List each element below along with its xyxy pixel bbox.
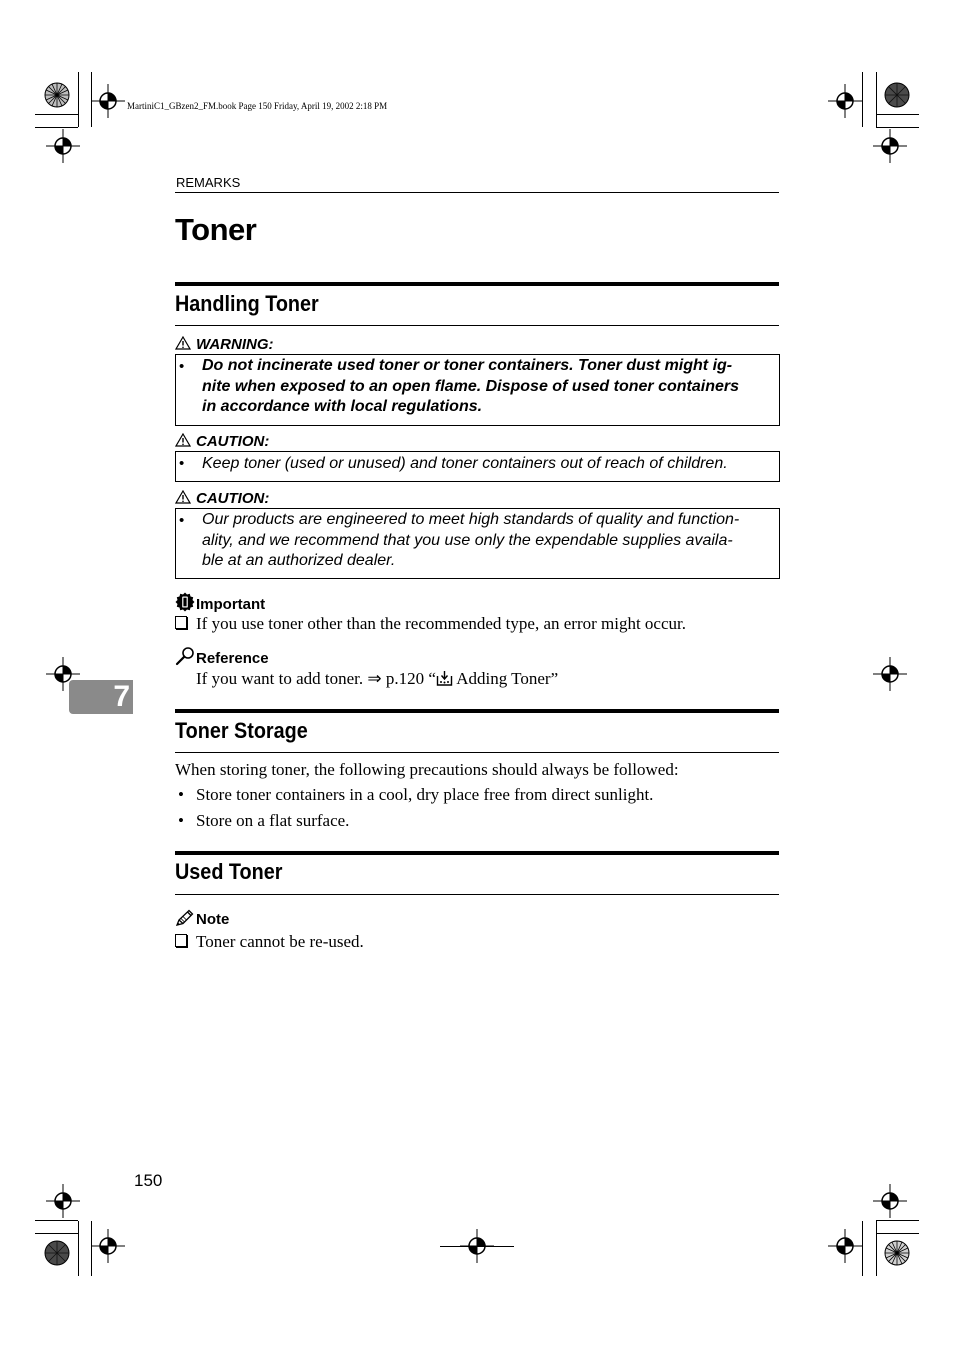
- crop-line: [862, 1221, 863, 1276]
- running-header: REMARKS: [176, 175, 241, 190]
- list-bullet: •: [178, 811, 184, 830]
- chapter-number: 7: [113, 680, 130, 713]
- chapter-tab: [69, 680, 133, 714]
- color-rosette-icon: [44, 82, 70, 108]
- crop-line: [35, 114, 78, 115]
- reference-heading: [175, 646, 269, 667]
- crop-line: [876, 114, 919, 115]
- registration-mark-icon: [46, 129, 80, 163]
- crop-line: [440, 1246, 514, 1247]
- color-rosette-icon: [884, 82, 910, 108]
- section-rule: [175, 752, 779, 753]
- important-item: [175, 614, 686, 634]
- caution-line: Our products are engineered to meet high standards of quality and function-: [202, 511, 740, 528]
- warning-line: in accordance with local regulations.: [202, 398, 483, 415]
- caution-box: [175, 451, 780, 482]
- section-title-handling: Handling Toner: [175, 291, 319, 316]
- bullet: •: [179, 455, 185, 472]
- section-rule: [175, 282, 779, 286]
- crop-line: [35, 1220, 78, 1221]
- caution-box: [175, 508, 780, 579]
- registration-mark-icon: [828, 1229, 862, 1263]
- reference-text: [196, 669, 558, 689]
- crop-line: [876, 127, 919, 128]
- page-title: Toner: [175, 212, 257, 247]
- crop-line: [876, 1221, 877, 1276]
- registration-mark-icon: [91, 84, 125, 118]
- caution-label: [175, 433, 269, 450]
- crop-line: [876, 72, 877, 127]
- registration-mark-icon: [46, 1184, 80, 1218]
- add-toner-icon: [436, 670, 453, 686]
- note-heading: [175, 909, 229, 928]
- caution-label: [175, 490, 269, 507]
- crop-line: [876, 1233, 919, 1234]
- crop-line: [35, 1233, 78, 1234]
- caution-text: [202, 510, 772, 572]
- warning-line: nite when exposed to an open flame. Dispose of used toner containers: [202, 377, 739, 395]
- crop-line: [862, 72, 863, 127]
- reference-text-before: If you want to add toner. ⇒ p.120 “: [196, 669, 436, 688]
- caution-label-text: CAUTION:: [196, 433, 270, 450]
- registration-mark-icon: [91, 1229, 125, 1263]
- caution-triangle-icon: [175, 433, 191, 447]
- warning-box: [175, 354, 780, 426]
- warning-label-text: WARNING:: [196, 336, 274, 353]
- list-bullet: •: [178, 785, 184, 804]
- crop-line: [35, 127, 78, 128]
- registration-mark-icon: [873, 1184, 907, 1218]
- warning-label: [175, 336, 274, 353]
- section-rule: [175, 851, 779, 855]
- registration-mark-icon: [873, 657, 907, 691]
- bullet: •: [179, 358, 185, 375]
- warning-line: Do not incinerate used toner or toner containers. Toner dust might ig-: [202, 357, 733, 374]
- color-rosette-icon: [44, 1240, 70, 1266]
- important-icon: [175, 592, 195, 612]
- caution-line: ble at an authorized dealer.: [202, 552, 396, 569]
- important-label: Important: [196, 596, 266, 613]
- list-item: Store on a flat surface.: [196, 811, 350, 830]
- crop-line: [78, 72, 79, 127]
- pencil-icon: [175, 909, 195, 927]
- checkbox-icon: [175, 616, 187, 629]
- note-label: Note: [196, 911, 230, 928]
- section-rule: [175, 325, 779, 326]
- checkbox-icon: [175, 934, 187, 947]
- caution-label-text: CAUTION:: [196, 490, 270, 507]
- section-title-used: Used Toner: [175, 859, 283, 884]
- book-info: MartiniC1_GBzen2_FM.book Page 150 Friday, April 19, 2002 2:18 PM: [127, 101, 388, 111]
- section-rule: [175, 894, 779, 895]
- bullet: •: [179, 512, 185, 529]
- list-item: Store toner containers in a cool, dry place free from direct sunlight.: [196, 785, 654, 804]
- warning-triangle-icon: [175, 336, 191, 350]
- magnifier-icon: [175, 646, 195, 666]
- important-heading: [175, 592, 265, 613]
- page-number: 150: [134, 1171, 163, 1190]
- important-text: If you use toner other than the recommended type, an error might occur.: [196, 614, 686, 633]
- registration-mark-icon: [828, 84, 862, 118]
- section-rule: [175, 709, 779, 713]
- color-rosette-icon: [884, 1240, 910, 1266]
- caution-line: Keep toner (used or unused) and toner containers out of reach of children.: [202, 455, 728, 472]
- registration-mark-icon: [873, 129, 907, 163]
- header-rule: [175, 192, 779, 193]
- caution-text: [202, 454, 772, 475]
- note-text: Toner cannot be re-used.: [196, 932, 364, 951]
- reference-text-after: Adding Toner”: [452, 669, 559, 688]
- caution-line: ality, and we recommend that you use only the expendable supplies availa-: [202, 531, 733, 549]
- reference-label: Reference: [196, 650, 269, 667]
- storage-intro: When storing toner, the following precautions should always be followed:: [175, 760, 679, 779]
- note-item: [175, 932, 364, 952]
- section-title-storage: Toner Storage: [175, 718, 308, 743]
- warning-text: [202, 356, 772, 418]
- caution-triangle-icon: [175, 490, 191, 504]
- crop-line: [876, 1220, 919, 1221]
- crop-line: [78, 1221, 79, 1276]
